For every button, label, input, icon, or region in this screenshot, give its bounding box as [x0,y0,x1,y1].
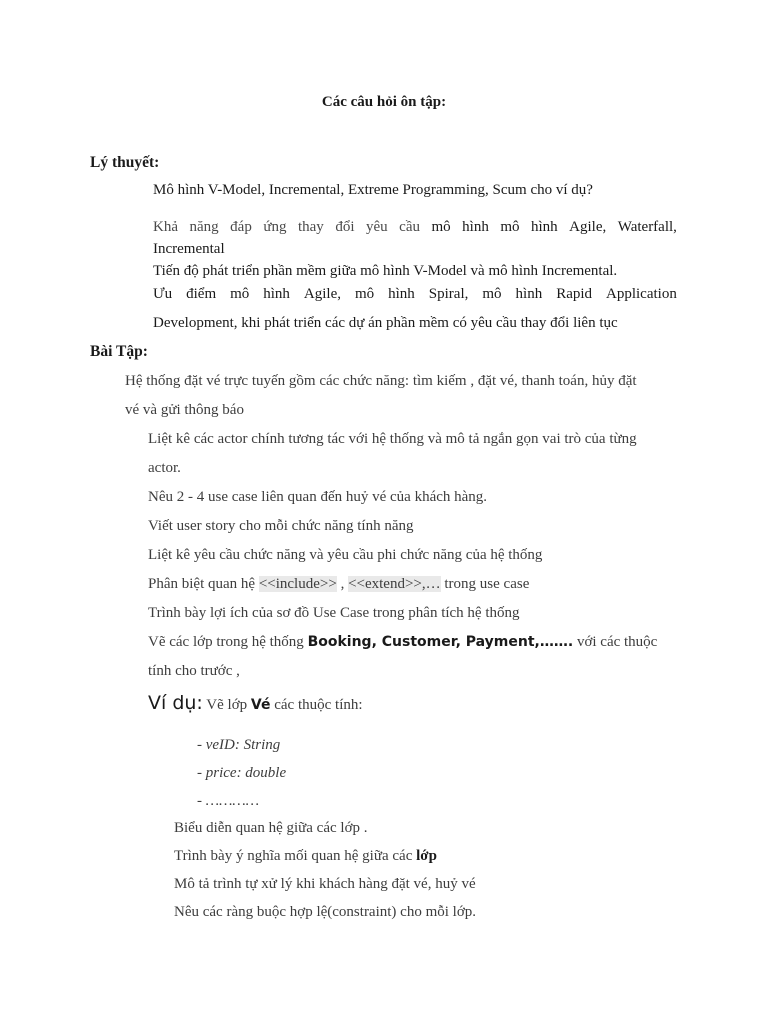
word: mô [230,286,250,302]
item-7-suffix: với các thuộc [573,634,658,650]
extend-relation: <<extend>>,… [348,576,441,592]
exercise-intro-line-1: Hệ thống đặt vé trực tuyến gồm các chức năng: tìm kiếm , đặt vé, thanh toán, hủy đặt [125,373,637,389]
word: hình [388,286,415,302]
exercise-heading: Bài Tập: [90,343,148,360]
word: Khả [153,219,178,235]
word: hình [531,219,558,235]
word: mô [431,219,451,235]
attribute-2: - price: double [197,765,287,781]
attribute-1: - veID: String [197,737,281,753]
item-9-bold: lớp [416,848,437,864]
word: Agile, [569,219,607,235]
exercise-item-4: Liệt kê yêu cầu chức năng và yêu cầu phi chức năng của hệ thống [148,547,543,563]
exercise-item-5 [148,576,529,593]
exercise-item-1-line-2: actor. [148,460,181,476]
exercise-item-8: Biểu diễn quan hệ giữa các lớp . [174,820,368,836]
word: Ưu [153,286,173,302]
item-7-class-names: Booking, Customer, Payment,……. [307,634,574,650]
example-label: Ví dụ: [148,692,203,714]
exercise-intro-line-2: vé và gửi thông báo [125,402,244,418]
theory-heading: Lý thuyết: [90,154,160,171]
word: ứng [263,219,287,235]
exercise-item-10: Mô tả trình tự xử lý khi khách hàng đặt vé, huỷ vé [174,876,476,892]
word: Waterfall, [617,219,677,235]
word: Rapid [556,286,593,302]
word: mô [482,286,502,302]
word: Application [606,286,677,302]
word: đáp [230,219,252,235]
theory-question-2-line-2: Incremental [153,241,225,257]
theory-question-3: Tiến độ phát triển phần mềm giữa mô hình V-Model và mô hình Incremental. [153,263,618,279]
exercise-item-1-line-1: Liệt kê các actor chính tương tác với hệ thống và mô tả ngắn gọn vai trò của từng [148,431,637,447]
example-class-name: Vé [250,697,271,713]
item-9-prefix: Trình bày ý nghĩa mối quan hệ giữa các [174,848,417,864]
theory-question-2-line-1 [153,219,677,236]
word: Agile, [303,286,341,302]
include-relation: <<include>> [258,576,337,592]
theory-question-1: Mô hình V-Model, Incremental, Extreme Programming, Scum cho ví dụ? [153,182,593,198]
word: cầu [399,219,420,235]
page-title: Các câu hỏi ôn tập: [321,94,447,110]
example-line [148,692,363,714]
exercise-item-6: Trình bày lợi ích của sơ đồ Use Case trong phân tích hệ thống [148,605,520,621]
word: đổi [335,219,355,235]
item-7-prefix: Vẽ các lớp trong hệ thống [148,634,308,650]
word: hình [462,219,489,235]
word: hình [515,286,543,302]
word: hình [263,286,290,302]
item-5-prefix: Phân biệt quan hệ [148,576,259,592]
item-5-separator: , [336,576,349,592]
example-prefix: Vẽ lớp [202,697,251,713]
word: yêu [365,219,388,235]
word: thay [297,219,324,235]
item-5-suffix: trong use case [440,576,530,592]
theory-question-4-line-2: Development, khi phát triển các dự án phần mềm có yêu cầu thay đổi liên tục [153,315,618,331]
example-suffix: các thuộc tính: [270,697,363,713]
word: mô [354,286,375,302]
exercise-item-7-line-2: tính cho trước , [148,663,240,679]
word: mô [500,219,520,235]
exercise-item-11: Nêu các ràng buộc hợp lệ(constraint) cho mỗi lớp. [174,904,477,920]
word: năng [189,219,219,235]
word: điểm [186,286,217,302]
exercise-item-3: Viết user story cho mỗi chức năng tính năng [148,518,414,534]
word: Spiral, [428,286,469,302]
attribute-3: - ………… [197,793,260,809]
theory-question-4-line-1 [153,286,677,303]
exercise-item-7-line-1 [148,634,657,651]
exercise-item-2: Nêu 2 - 4 use case liên quan đến huỷ vé của khách hàng. [148,489,488,505]
exercise-item-9 [174,848,437,865]
